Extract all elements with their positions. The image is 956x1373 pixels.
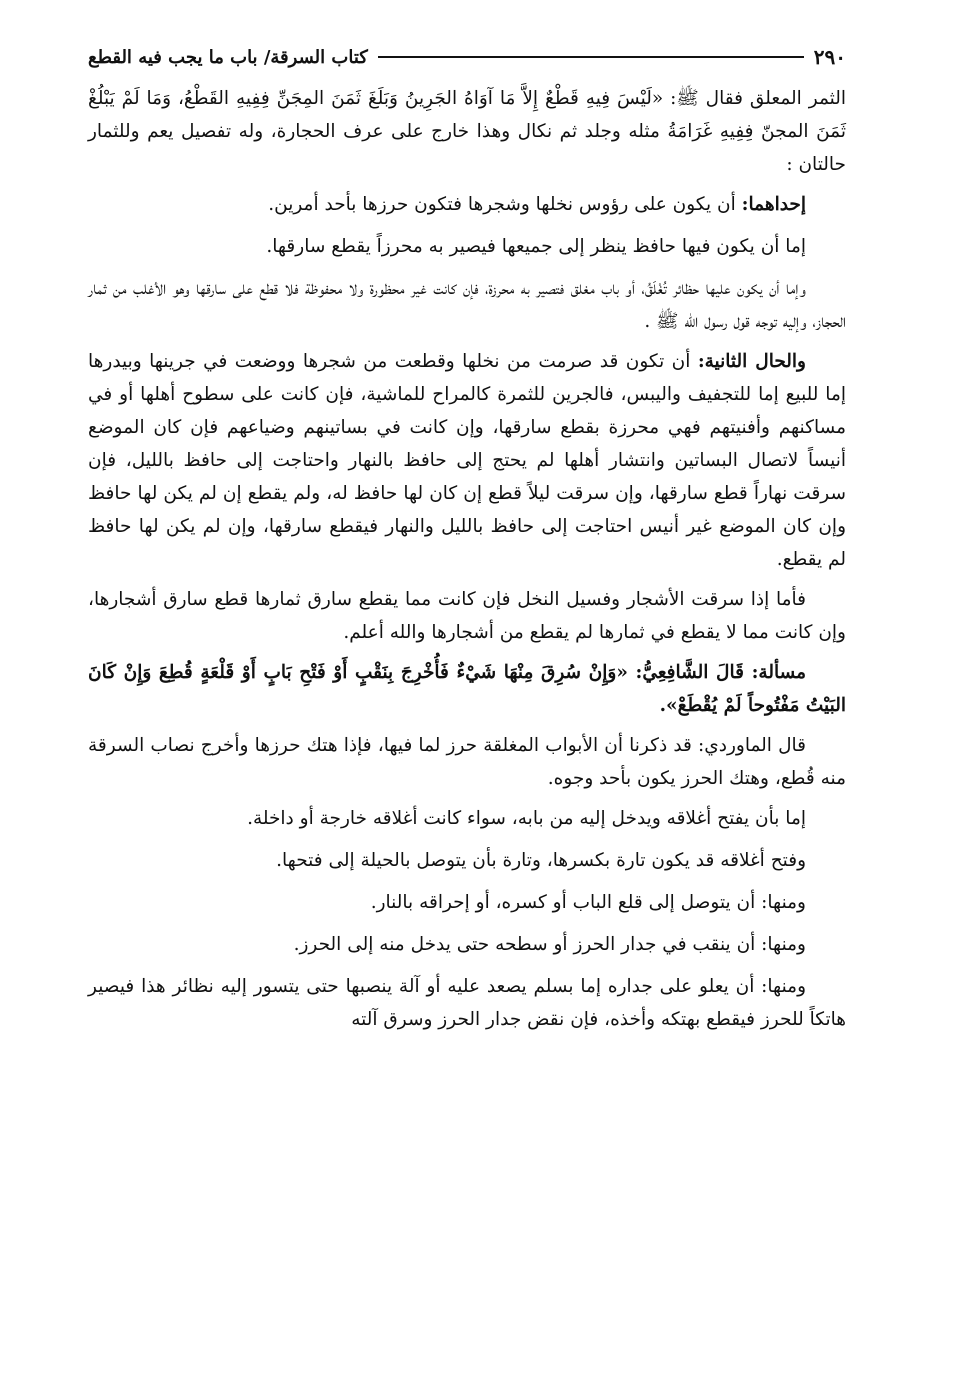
- paragraph: والحال الثانية: أن تكون قد صرمت من نخلها وقطعت من شجرها ووضعت في جرينها وبيدرها إما للبيع إما للتجفيف واليبس، فالجرين للثمرة كالمراح للماشية، فإن كانت على سطوح أهلها أو في مساكنهم وأفنيتهم فهي محرزة بقطع سارقها، وإن كانت في بساتينهم وضياعهم فإن كان الموضع أنيساً لاتصال البساتين وانتشار أهلها لم يحتج إلى حافظ بالنهار واحتاجت إلى حافظ بالليل، فإن سرقت نهاراً قطع سارقها، وإن سرقت ليلاً قطع إن كان لها حافظ له، ولم يقطع إن لم يكن لها حافظ وإن كان الموضع غير أنيس احتاجت إلى حافظ بالليل والنهار فيقطع سارقها، وإن لم يكن لها حافظ لم يقطع.: [88, 351, 846, 570]
- paragraph: قال الماوردي: قد ذكرنا أن الأبواب المغلقة حرز لما فيها، فإذا هتك حرزها وأخرج نصاب السرقة منه قُطع، وهتك الحرز يكون بأحد وجوه.: [88, 735, 846, 789]
- paragraph: إما بأن يفتح أغلاقه ويدخل إليه من بابه، سواء كانت أغلاقه خارجة أو داخلة.: [247, 808, 806, 829]
- paragraph: وفتح أغلاقه قد يكون تارة بكسرها، وتارة بأن يتوصل بالحيلة إلى فتحها.: [276, 850, 806, 871]
- paragraph: ومنها: أن يعلو على جداره إما بسلم يصعد عليه أو آلة ينصبها حتى يتسور إليه نظائر هذا فيصير هاتكاً للحرز فيقطع بهتكه وأخذه، فإن نقض جدار الحرز وسرق آلته: [88, 976, 846, 1030]
- running-title: كتاب السرقة/ باب ما يجب فيه القطع: [88, 46, 368, 68]
- paragraph: إما أن يكون فيها حافظ ينظر إلى جميعها فيصير به محرزاً يقطع سارقها.: [266, 236, 806, 257]
- paragraph: الثمر المعلق فقال ﷺ: «لَيْسَ فِيهِ قَطْعٌ إِلاَّ مَا آوَاهُ الجَرِينُ وَبَلَغَ ثَمَنَ المِجَنِّ فِفِيهِ القَطْعُ، وَمَا لَمْ يَبْلُغْ ثَمَنَ المجنّ فِفِيهِ غَرَامَةُ مثله وجلد ثم نكال وهذا خارج على عرف الحجارة، وله تفصيل يعم وللثمار حالتان :: [88, 88, 846, 175]
- page-header: [88, 40, 846, 74]
- header-rule: [378, 56, 804, 58]
- paragraph: مسألة: قَالَ الشَّافِعِيُّ: «وَإِنْ سُرِقَ مِنْهَا شَيْءٌ فَأُخْرِجَ بِنَقْبٍ أَوْ فَتْحِ بَابٍ أَوْ قَلْعَةٍ قُطِعَ وَإِنْ كَانَ البَيْتُ مَفْتُوحاً لَمْ يُقْطَعْ».: [88, 662, 846, 716]
- paragraph: ومنها: أن ينقب في جدار الحرز أو سطحه حتى يدخل منه إلى الحرز.: [293, 934, 806, 955]
- paragraph: فأما إذا سرقت الأشجار وفسيل النخل فإن كانت مما يقطع سارق ثمارها قطع سارق أشجارها، وإن كانت مما لا يقطع في ثمارها لم يقطع من أشجارها والله أعلم.: [88, 589, 846, 643]
- body-text: [88, 82, 846, 1036]
- book-page: [88, 40, 846, 1043]
- paragraph: إحداهما: أن يكون على رؤوس نخلها وشجرها فتكون حرزها بأحد أمرين.: [268, 194, 806, 215]
- paragraph: وإما أن يكون عليها حظائر تُغْلَقُ، أو باب مغلق فتصير به محرزة، فإن كانت غير محظورة ولا محفوظة فلا قطع على سارقها وهو الأغلب من ثمار الحجاز، وإليه توجه قول رسول الله ﷺ .: [88, 278, 846, 332]
- paragraph: ومنها: أن يتوصل إلى قلع الباب أو كسره، أو إحراقه بالنار.: [370, 892, 806, 913]
- page-number: ٢٩٠: [813, 45, 846, 69]
